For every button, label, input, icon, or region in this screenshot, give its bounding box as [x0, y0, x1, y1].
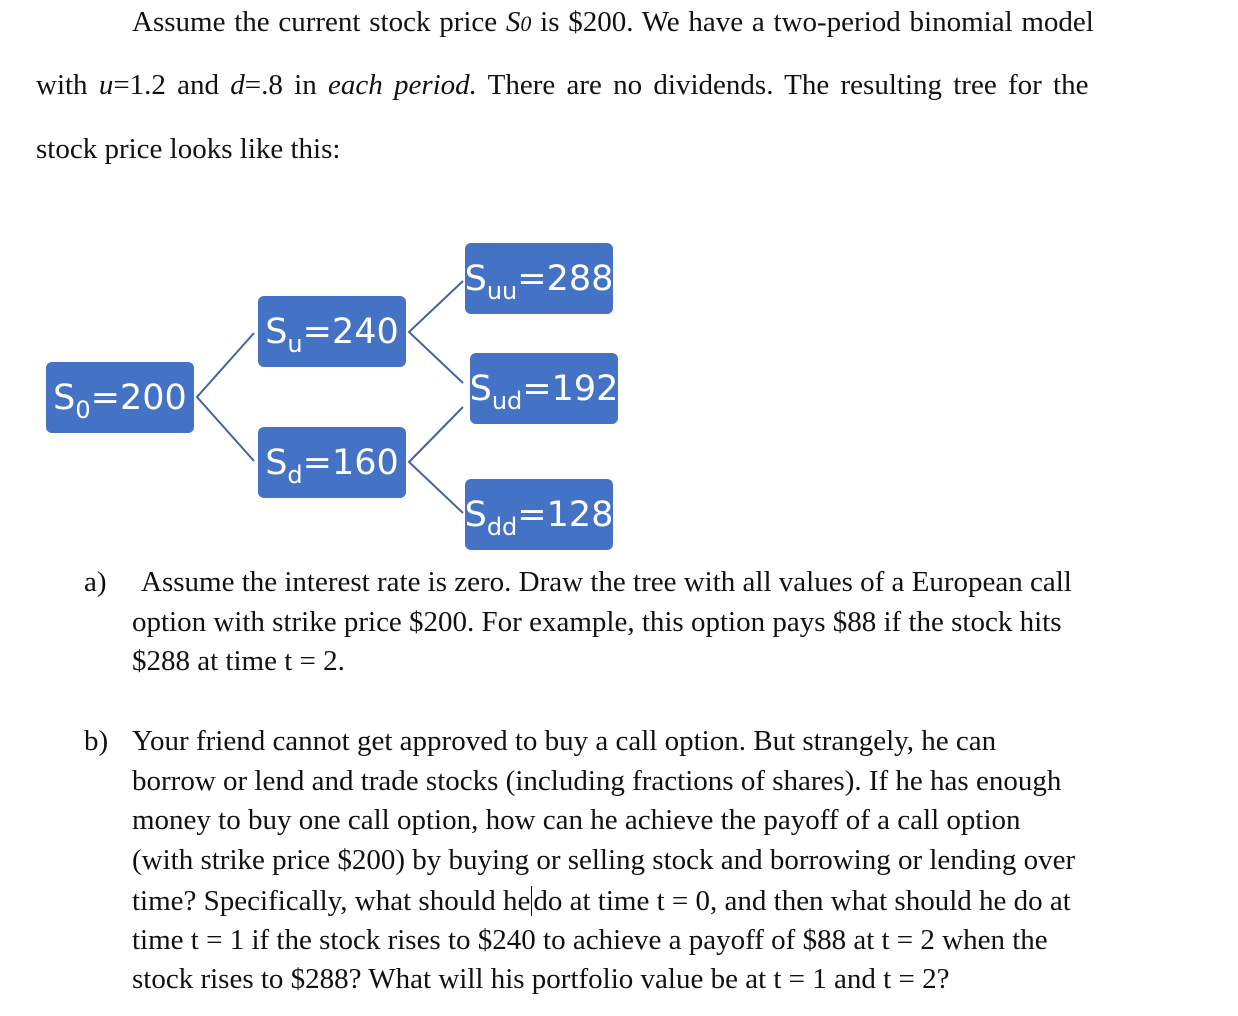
question-b-line-5: time? Specifically, what should he do at time t = 0, and then what should he do at: [132, 885, 1071, 917]
question-a-line-3: $288 at time t = 2.: [132, 645, 345, 677]
node-sud: S ud =192: [470, 353, 618, 424]
question-b-line-2: borrow or lend and trade stocks (including fractions of shares). If he has enough: [132, 765, 1062, 797]
intro-line-1: Assume the current stock price S0 is $200. We have a two-period binomial model: [132, 6, 1094, 38]
connector-s0-su: [197, 333, 254, 461]
node-suu: S uu =288: [465, 243, 613, 314]
question-b-line-7: stock rises to $288? What will his portfolio value be at t = 1 and t = 2?: [132, 963, 950, 995]
question-a-marker: a): [84, 566, 107, 598]
intro-line-2: with u=1.2 and d=.8 in each period. There are no dividends. The resulting tree for the: [36, 69, 1089, 101]
s0-subscript: 0: [520, 11, 532, 36]
node-s0: S 0 =200: [46, 362, 194, 433]
question-b-line-6: time t = 1 if the stock rises to $240 to achieve a payoff of $88 at t = 2 when the: [132, 924, 1048, 956]
question-b-line-4: (with strike price $200) by buying or selling stock and borrowing or lending over: [132, 844, 1076, 876]
question-a-line-2: option with strike price $200. For example, this option pays $88 if the stock hits: [132, 606, 1062, 638]
connector-su-suu: [409, 281, 463, 383]
question-a-line-1: Assume the interest rate is zero. Draw the tree with all values of a European call: [141, 566, 1072, 598]
question-b-marker: b): [84, 725, 109, 757]
node-sdd: S dd =128: [465, 479, 613, 550]
question-b-line-3: money to buy one call option, how can he achieve the payoff of a call option: [132, 804, 1021, 836]
node-su: S u =240: [258, 296, 406, 367]
s0-symbol: S: [505, 6, 521, 38]
intro-line-3: stock price looks like this:: [36, 133, 341, 165]
question-b-line-1: Your friend cannot get approved to buy a call option. But strangely, he can: [132, 725, 997, 757]
node-sd: S d =160: [258, 427, 406, 498]
connector-sd-sud: [409, 407, 463, 513]
